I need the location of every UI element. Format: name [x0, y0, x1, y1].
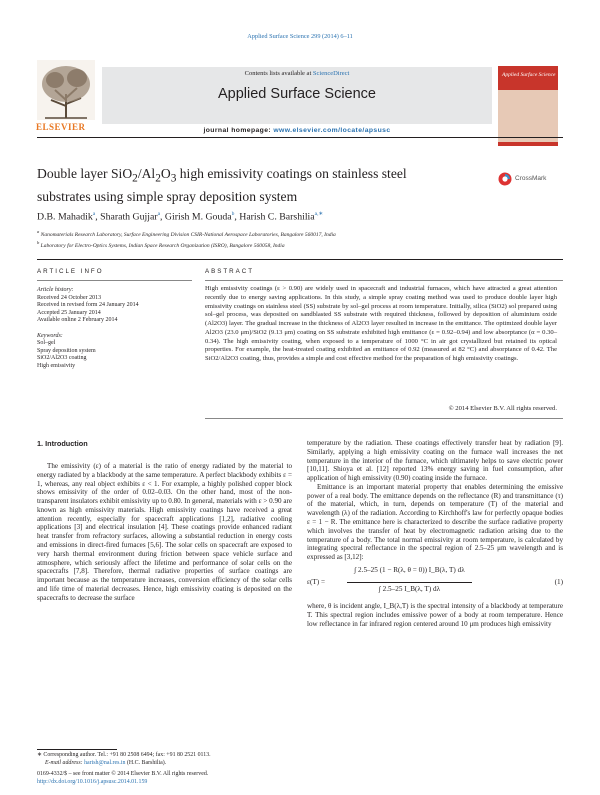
abstract-end-rule — [205, 418, 563, 419]
equation-lhs: ε(T) = — [307, 577, 326, 586]
journal-reference[interactable]: Applied Surface Science 299 (2014) 6–11 — [247, 33, 353, 40]
left-column — [37, 462, 292, 603]
keywords-label: Keywords: — [37, 332, 63, 339]
elsevier-wordmark: ELSEVIER — [36, 122, 86, 132]
article-info-heading: ARTICLE INFO — [37, 268, 104, 275]
intro-paragraph: where, θ is incident angle, I_B(λ,T) is the spectral intensity of a blackbody at temperature T. This spectral region includes emissive power of a body at room temperature. Hence low reflectance in far infrared region centered around 10 μm produces high emissivity — [307, 601, 563, 628]
equation-denominator: ∫ 2.5–25 I_B(λ, T) dλ — [378, 584, 441, 593]
crossmark-badge[interactable]: CrossMark — [498, 172, 560, 186]
corresponding-author-footnote: ∗ Corresponding author. Tel.: +91 80 2508 6494; fax: +91 80 2521 0113. E-mail address: harish@nal.res.in (H.C. Barshilia). — [37, 752, 211, 766]
intro-paragraph: Emittance is an important material property that enables determining the emissive power of a real body. The emittance depends on the reflectance (R) and transmittance (τ) of the material, which, in turn, depends on temperature (T) of the material and wavelength (λ) of the radiation. According to Kirchhoff's law for perfectly opaque bodies ε = 1 − R. The emittance here is characterized to describe the surface radiative property which involves the transfer of heat by electromagnetic radiation arising due to the temperature of a body. The total normal emissivity at room temperature, is calculated by integrating spectral reflectance in the spectral region of 2.5–25 μm wavelength and is expressed as [3,12]: — [307, 482, 563, 562]
equation-1 — [307, 566, 563, 600]
article-info — [37, 287, 192, 370]
fraction-bar — [347, 582, 472, 583]
keyword: Spray deposition system — [37, 347, 96, 354]
section-rule — [37, 259, 563, 260]
issn-line: 0169-4332/$ – see front matter © 2014 Elsevier B.V. All rights reserved. http://dx.doi.org/10.1016/j.apsusc.2014.01.159 — [37, 771, 337, 786]
doi-link[interactable]: http://dx.doi.org/10.1016/j.apsusc.2014.01.159 — [37, 778, 148, 785]
introduction-heading: 1. Introduction — [37, 439, 88, 448]
journal-title: Applied Surface Science — [218, 86, 376, 102]
crossmark-icon — [498, 172, 512, 186]
contents-available-line: Contents lists available at ScienceDirect — [244, 70, 350, 77]
keyword: SiO2/Al2O3 coating — [37, 355, 87, 361]
keyword: Sol–gel — [37, 340, 56, 346]
abstract-text: High emissivity coatings (ε > 0.90) are widely used in spacecraft and industrial furnaces, which have attracted a great attention recently due to energy saving applications. In this study, a simple spray coating method was used to produce double layer high emissivity coatings on stainless steel (SS) substrate by sol–gel process at room temperature. Initially, silica (SiO2) sol prepared using sol–gel process, was deposited on sandblasted SS substrate with required thickness, followed by deposition of aluminium oxide (Al2O3) layer. The gradual increase in the thickness of Al2O3 layer resulted in increase in the emittance. The optimized double layer Al2O3 (23.0 μm)/SiO2 (9.13 μm) coating on SS substrate exhibited high emittance (ε = 0.92–0.94) and low absorptance (α = 0.30–0.34). The high emissivity coating, when exposed to a temperature of 1000 °C in air got crystallized but retained its optical properties. For example, the heat-treated coating exhibited an emittance of 0.92 (measured at 82 °C) and absorptance of 0.42. The SiO2/Al2O3 coating, thus, provides a simple and cost effective method for the preparation of high emissivity coatings. — [205, 285, 557, 362]
history-online: Available online 2 February 2014 — [37, 317, 118, 323]
article-info-rule — [37, 280, 192, 281]
history-label: Article history: — [37, 287, 74, 293]
abstract-rule — [205, 280, 563, 281]
history-accepted: Accepted 25 January 2014 — [37, 309, 101, 316]
affiliation-b: $^b$ Laboratory for Electro-Optics Systems, Indian Space Research Organization (ISRO), Bangalore 560058, India — [37, 240, 285, 250]
copyright-notice: © 2014 Elsevier B.V. All rights reserved. — [448, 405, 557, 412]
journal-cover-thumbnail[interactable] — [498, 66, 558, 146]
author-email-link[interactable]: harish@nal.res.in — [84, 759, 126, 766]
history-revised: Received in revised form 24 January 2014 — [37, 302, 139, 308]
journal-homepage-line: journal homepage: www.elsevier.com/locate/apsusc — [203, 127, 391, 134]
right-column — [307, 439, 563, 628]
equation-number: (1) — [554, 577, 563, 586]
abstract-heading: ABSTRACT — [205, 268, 255, 275]
keyword: High emissivity — [37, 362, 76, 369]
equation-numerator: ∫ 2.5–25 (1 − R(λ, θ = 0)) I_B(λ, T) dλ — [354, 565, 465, 574]
history-received: Received 24 October 2013 — [37, 294, 102, 301]
cover-band — [498, 90, 558, 142]
affiliation-a: $^a$ Nanomaterials Research Laboratory, Surface Engineering Division CSIR-National Aerospace Laboratories, Bangalore 560017, India — [37, 229, 336, 238]
cover-title: Applied Surface Science — [502, 72, 556, 78]
sciencedirect-link[interactable]: ScienceDirect — [312, 70, 350, 77]
affiliations — [37, 228, 336, 251]
intro-paragraph: temperature by the radiation. These coatings effectively transfer heat by radiation [9]. Similarly, applying a high emissivity coating on the furnace wall increases the net temperature in the interior of the furnace, which ultimately helps to save electric power [10,11]. Shioya et al. [12] reported 13% energy saving in fuel consumption, after application of high emissivity (0.90) coating inside the furnace. — [307, 439, 563, 483]
intro-paragraph: The emissivity (ε) of a material is the ratio of energy radiated by the material to energy radiated by a blackbody at the same temperature. A perfect blackbody exhibits ε = 1, whereas, any real object exhibits ε < 1. For example, a highly polished copper block shows emissivity of the order of 0.02–0.03. On the other hand, most of the non-transparent insulators exhibit emissivity up to 0.80. In general, materials with ε > 0.90 are known as high emissivity materials. High emissivity coatings have received a great attention recently, especially for spacecraft applications [1,2], radiative cooling applications [3] and electrical insulation [4]. These coatings provide enhanced radiant heat transfer from refractory surfaces, allowing a substantial reduction in energy costs and emissions in direct-fired furnaces [5,6]. The solar cells on spacecraft are exposed to very harsh thermal environment during friction between space vehicle surface and atmosphere, which seriously affect the lifetime and performance of solar cells on the spacecrafts [7,8]. Therefore, thermal radiative properties of surface coatings are important because as the temperature increases, conversion efficiency of the solar cells and life time of material decreases. Hence, high emissivity coating is deposited on the spacecrafts to decrease the surface — [37, 462, 292, 602]
journal-homepage-link[interactable]: www.elsevier.com/locate/apsusc — [273, 127, 391, 134]
footnote-rule — [37, 749, 117, 750]
author-list: D.B. Mahadik$^a$, Sharath Gujjar$^a$, Girish M. Gouda$^b$, Harish C. Barshilia$^{a,∗}$ — [37, 211, 324, 223]
header-rule — [37, 137, 563, 138]
article-title: Double layer $SiO_2/Al_2O_3$ high emissivity coatings on stainless steel substrates using simple spray deposition system — [37, 166, 407, 204]
